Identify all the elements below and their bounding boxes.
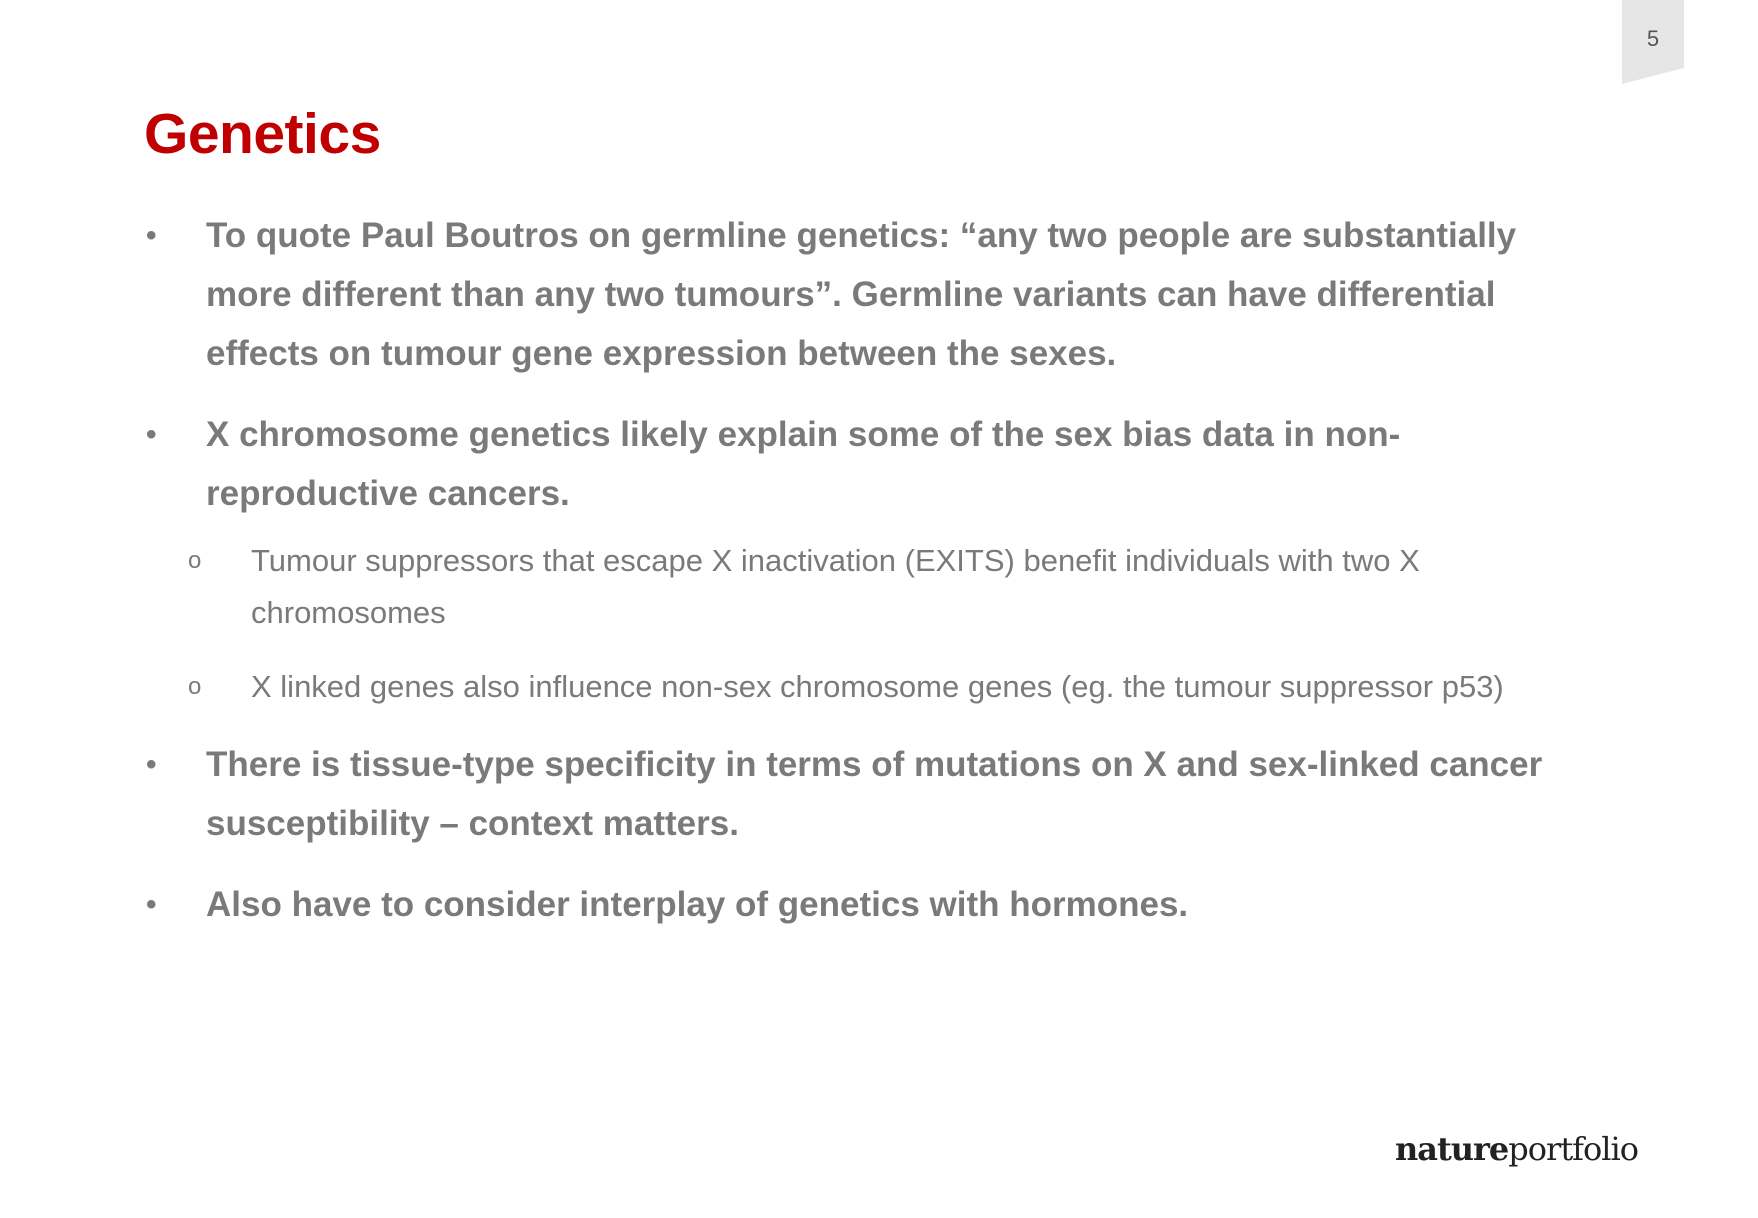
bullet-list bbox=[144, 206, 1604, 956]
sub-bullet-text: Tumour suppressors that escape X inactivation (EXITS) benefit individuals with two X chromosomes bbox=[251, 543, 1420, 630]
sub-bullet-item bbox=[144, 661, 1542, 713]
bullet-item bbox=[144, 875, 1604, 934]
sub-bullet-item bbox=[144, 535, 1542, 639]
bullet-item bbox=[144, 405, 1604, 713]
sub-bullet-marker: o bbox=[188, 547, 202, 574]
nature-portfolio-logo bbox=[1395, 1130, 1638, 1168]
bullet-marker: • bbox=[146, 418, 157, 451]
bullet-text: Also have to consider interplay of genetics with hormones. bbox=[206, 885, 1189, 924]
bullet-item bbox=[144, 206, 1604, 383]
bullet-text: X chromosome genetics likely explain some of the sex bias data in non-reproductive cancers. bbox=[206, 415, 1401, 513]
bullet-item bbox=[144, 735, 1604, 853]
page-number: 5 bbox=[1646, 26, 1660, 51]
page-number-tab bbox=[1622, 0, 1684, 84]
brand-part-nature: nature bbox=[1395, 1130, 1509, 1168]
bullet-marker: • bbox=[146, 888, 157, 921]
sub-bullet-list bbox=[144, 535, 1542, 713]
bullet-marker: • bbox=[146, 748, 157, 781]
sub-bullet-text: X linked genes also influence non-sex chromosome genes (eg. the tumour suppressor p53) bbox=[251, 669, 1504, 704]
slide-title: Genetics bbox=[144, 102, 381, 166]
brand-part-portfolio: portfolio bbox=[1508, 1130, 1639, 1168]
sub-bullet-marker: o bbox=[188, 673, 202, 700]
bullet-text: To quote Paul Boutros on germline genetics: “any two people are substantially more different than any two tumours”. Germline variants can have differential effects on tumour gene expression between the sexes. bbox=[206, 216, 1517, 373]
bullet-marker: • bbox=[146, 219, 157, 252]
bullet-text: There is tissue-type specificity in terms of mutations on X and sex-linked cancer susceptibility – context matters. bbox=[206, 745, 1543, 843]
